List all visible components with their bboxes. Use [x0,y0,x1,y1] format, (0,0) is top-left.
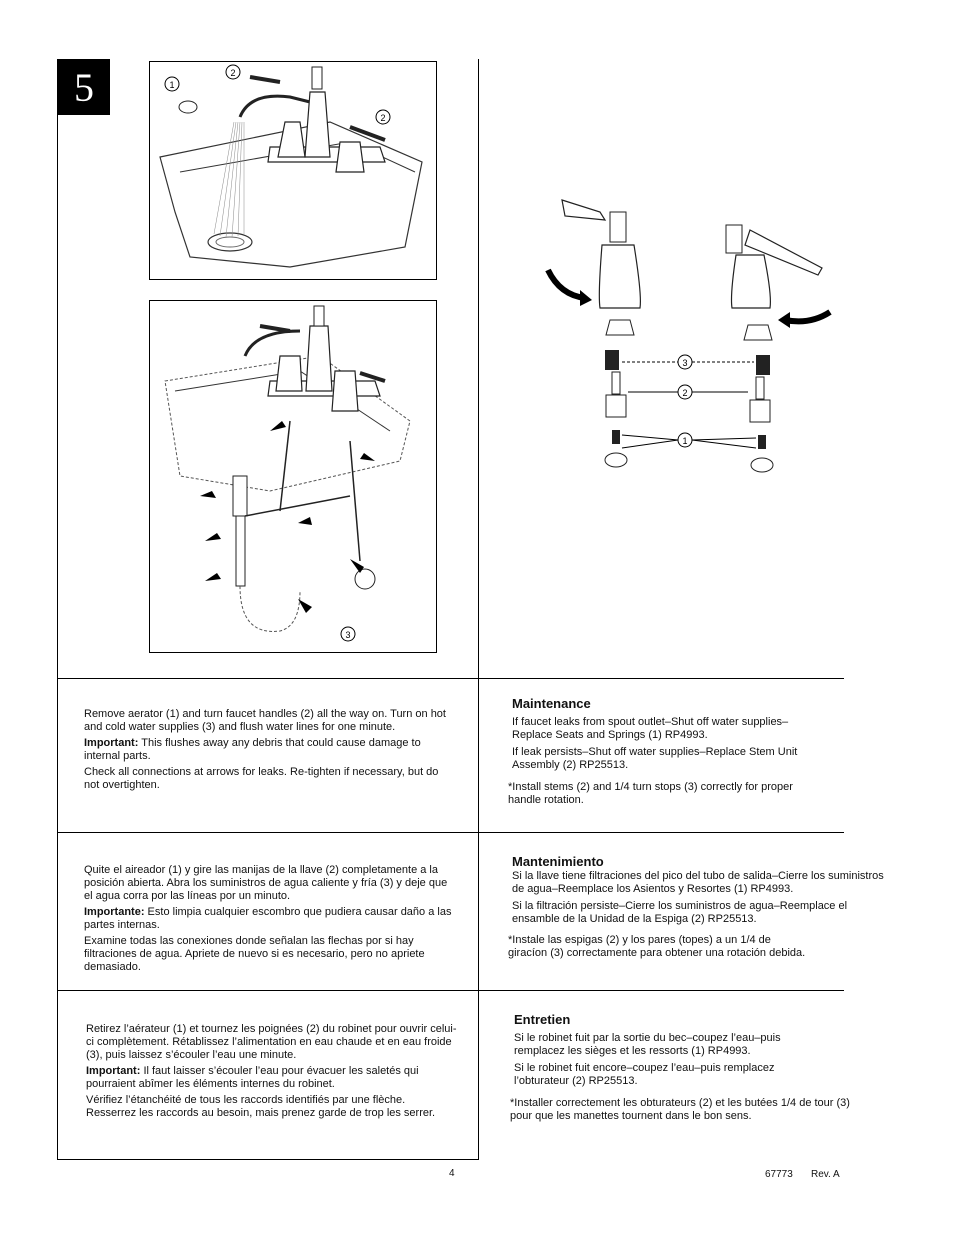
figure-stem-assembly [530,190,840,480]
spanish-important-text: Esto limpia cualquier escombro que pudiera causar daño a las partes internas. [84,906,452,931]
center-divider [478,59,479,1160]
mantenimiento-heading: Mantenimiento [512,854,604,869]
entretien-text [514,1032,804,1091]
bottom-border [57,1159,478,1160]
row-divider-3 [57,990,844,991]
mantenimiento-text [512,870,884,929]
mantenimiento-note: *Instale las espigas (2) y los pares (topes) a un 1/4 de giracíon (3) correctamente para obtener una rotación debida. [508,934,806,959]
mantenimiento-p2: Si la filtración persiste–Cierre los suministros de agua–Reemplace el ensamble de la Unidad de la Espiga (2) RP25513. [512,900,848,925]
french-step-text: Retirez l’aérateur (1) et tournez les poignées (2) du robinet pour ouvrir celui-ci complètement. Rétablissez l’alimentation en eau chaude et en eau froide (3), puis laissez s’écouler l’eau une minute. [86,1023,457,1061]
faucet-flush-illustration [150,62,436,279]
spanish-important-label: Importante: [84,906,145,918]
callout-supply: 3 [345,630,351,640]
maintenance-note: *Install stems (2) and 1/4 turn stops (3) correctly for proper handle rotation. [508,781,793,806]
callout-handle-left: 2 [230,68,236,78]
maintenance-text [512,716,812,775]
entretien-p2: Si le robinet fuit encore–coupez l’eau–puis remplacez l’obturateur (2) RP25513. [514,1062,775,1087]
figure-check-connections [149,300,437,653]
callout-turn-stops: 3 [682,358,688,368]
french-instructions [86,1023,458,1123]
english-check-text: Check all connections at arrows for leaks. Re-tighten if necessary, but do not overtighten. [84,766,439,791]
row-divider-1 [57,678,844,679]
maintenance-p2: If leak persists–Shut off water supplies–Replace Stem Unit Assembly (2) RP25513. [512,746,798,771]
revision-label: Rev. A [811,1169,840,1180]
french-important [86,1065,458,1091]
callout-stem-unit: 2 [682,388,688,398]
spanish-step-text: Quite el aireador (1) y gire las manijas de la llave (2) completamente a la posición abierta. Abra los suministros de agua caliente y fría (3) y deje que el agua corra por las líneas por un minuto. [84,864,448,902]
english-step-text: Remove aerator (1) and turn faucet handles (2) all the way on. Turn on hot and cold water supplies (3) and flush water lines for one minute. [84,708,446,733]
callout-handle-right: 2 [380,113,386,123]
page-number: 4 [449,1168,455,1179]
stem-exploded-view [530,190,840,480]
step-number: 5 [58,59,110,115]
maintenance-heading: Maintenance [512,696,591,711]
callout-aerator: 1 [169,80,175,90]
spanish-important [84,906,454,932]
document-number: 67773 [765,1169,793,1180]
entretien-heading: Entretien [514,1012,571,1027]
english-important-label: Important: [84,737,139,749]
row-divider-2 [57,832,844,833]
callout-seats-springs: 1 [682,436,688,446]
spanish-instructions [84,864,454,977]
english-important [84,737,454,763]
maintenance-p1: If faucet leaks from spout outlet–Shut off water supplies–Replace Seats and Springs (1) RP4993. [512,716,789,741]
figure-flush-lines [149,61,437,280]
french-important-text: Il faut laisser s’écouler l’eau pour évacuer les saletés qui pourraient abîmer les éléments internes du robinet. [86,1065,419,1090]
spanish-check-text: Examine todas las conexiones donde señalan las flechas por si hay filtraciones de agua. Apriete de nuevo si es necesario, pero no apriete demasiado. [84,935,425,973]
french-important-label: Important: [86,1065,141,1077]
french-check-text: Vérifiez l’étanchéité de tous les raccords identifiés par une flèche. Resserrez les raccords au besoin, mais prenez garde de trop les serrer. [86,1094,436,1119]
left-border [57,59,58,1160]
english-instructions [84,708,454,795]
under-sink-illustration [150,301,436,652]
english-important-text: This flushes away any debris that could cause damage to internal parts. [84,737,421,762]
mantenimiento-p1: Si la llave tiene filtraciones del pico del tubo de salida–Cierre los suministros de agua–Reemplace los Asientos y Resortes (1) RP4993. [512,870,884,895]
entretien-note: *Installer correctement les obturateurs (2) et les butées 1/4 de tour (3) pour que les manettes tournent dans le bon sens. [510,1097,850,1122]
entretien-p1: Si le robinet fuit par la sortie du bec–coupez l’eau–puis remplacez les sièges et les ressorts (1) RP4993. [514,1032,781,1057]
